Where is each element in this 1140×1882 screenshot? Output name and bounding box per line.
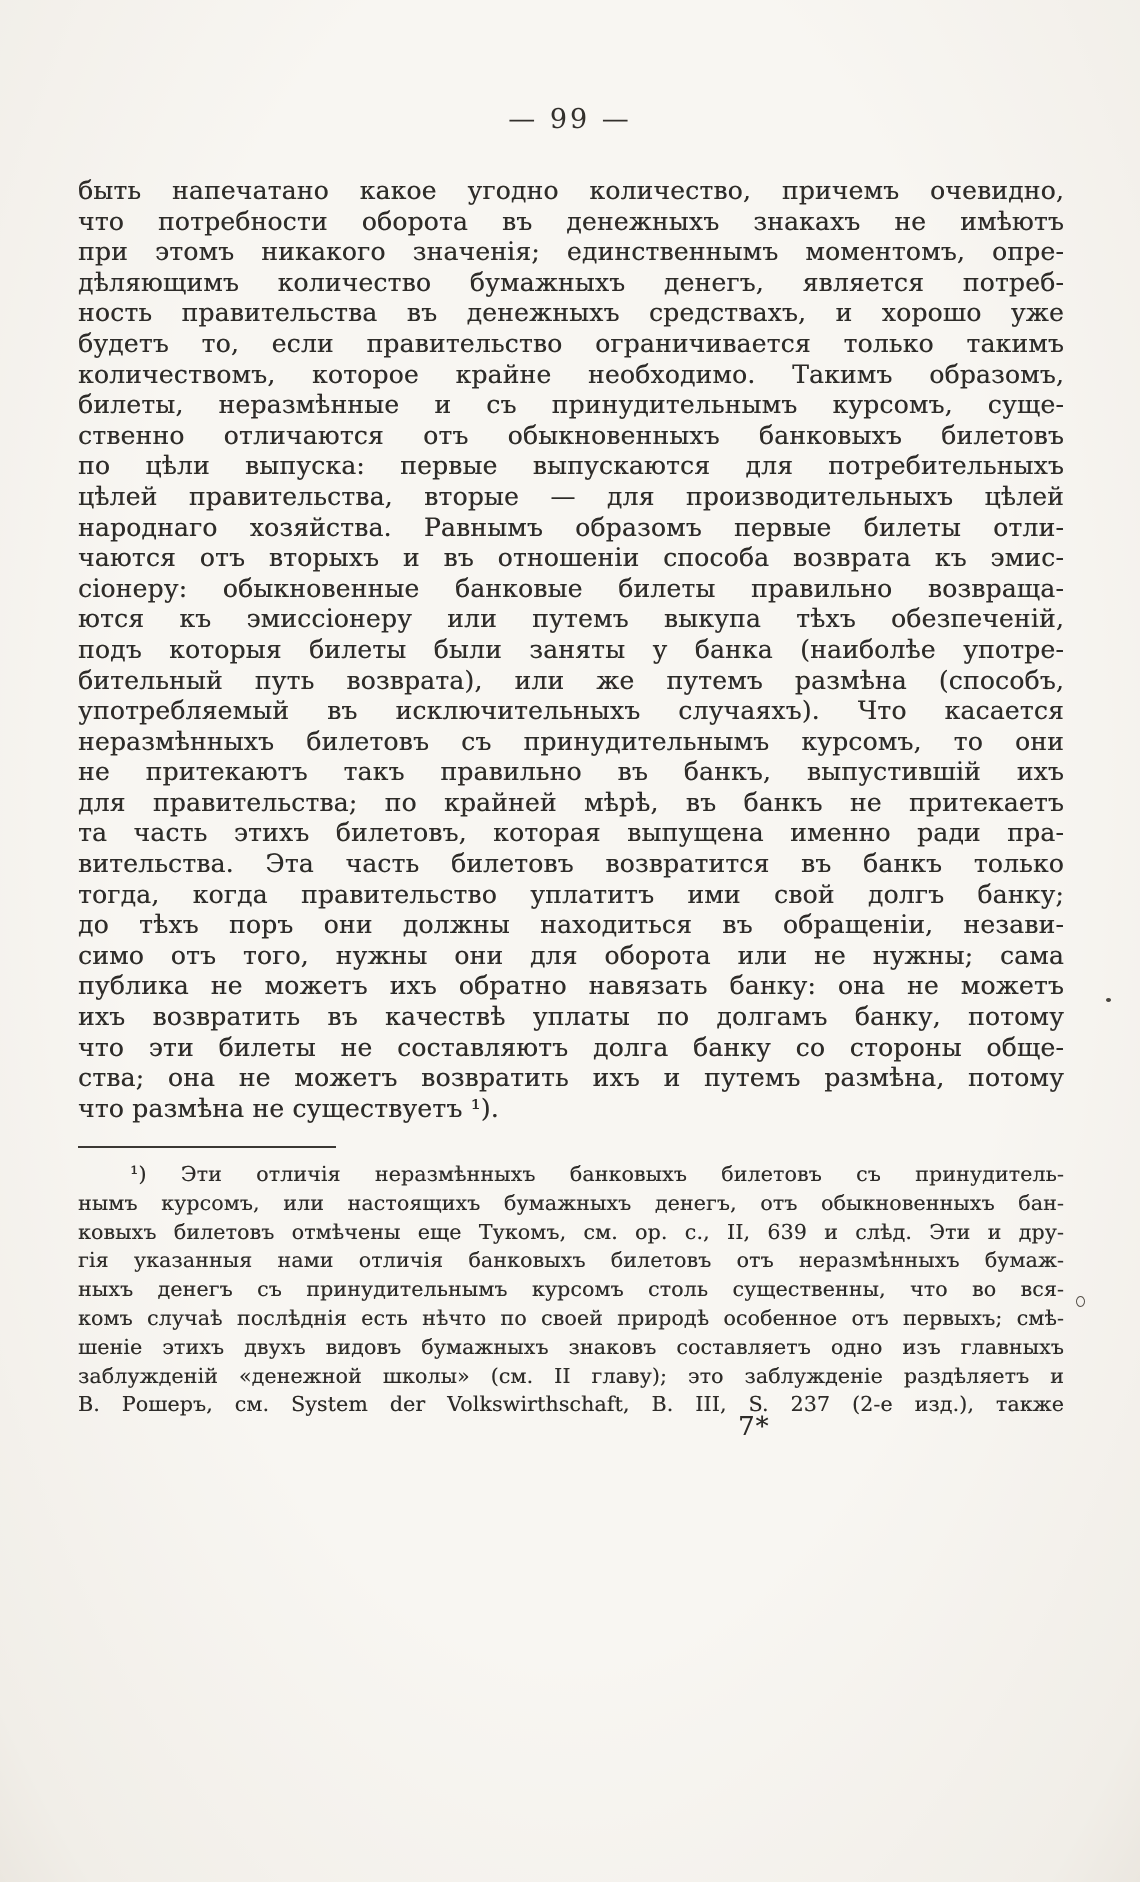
- body-text: [78, 176, 1064, 1124]
- body-line: тогда, когда правительство уплатитъ ими свой долгъ банку;: [78, 879, 1064, 909]
- body-line: ихъ возвратить въ качествѣ уплаты по долгамъ банку, потому: [78, 1002, 1064, 1032]
- body-line: не притекаютъ такъ правильно въ банкъ, выпустившій ихъ: [78, 757, 1064, 787]
- body-line: ются къ эмиссіонеру или путемъ выкупа тѣхъ обезпеченій,: [78, 604, 1064, 634]
- scan-artifact: [1106, 998, 1111, 1002]
- body-line: сіонеру: обыкновенные банковые билеты правильно возвраща-: [78, 573, 1064, 603]
- body-line: билеты, неразмѣнные и съ принудительнымъ курсомъ, суще-: [78, 390, 1064, 420]
- body-line: до тѣхъ поръ они должны находиться въ обращеніи, незави-: [78, 910, 1064, 940]
- body-line: быть напечатано какое угодно количество, причемъ очевидно,: [78, 176, 1064, 205]
- footnote-line: ковыхъ билетовъ отмѣчены еще Тукомъ, см. op. c., II, 639 и слѣд. Эти и дру-: [78, 1219, 1064, 1244]
- body-line: для правительства; по крайней мѣрѣ, въ банкъ не притекаетъ: [78, 787, 1064, 817]
- body-line: что эти билеты не составляютъ долга банку со стороны обще-: [78, 1032, 1064, 1062]
- footnote-line: ¹) Эти отличія неразмѣнныхъ банковыхъ билетовъ съ принудитель-: [130, 1162, 1064, 1186]
- body-line: публика не можетъ ихъ обратно навязать банку: она не можетъ: [78, 971, 1064, 1001]
- footnote-line: В. Рошеръ, см. System der Volkswirthschaft, B. III, S. 237 (2-е изд.), также: [78, 1392, 1064, 1417]
- body-line: употребляемый въ исключительныхъ случаяхъ). Что касается: [78, 696, 1064, 726]
- footnote-line: нымъ курсомъ, или настоящихъ бумажныхъ денегъ, отъ обыкновенныхъ бан-: [78, 1190, 1064, 1215]
- body-line: ственно отличаются отъ обыкновенныхъ банковыхъ билетовъ: [78, 420, 1064, 450]
- page-number: — 99 —: [508, 104, 632, 135]
- body-line: цѣлей правительства, вторые — для производительныхъ цѣлей: [78, 481, 1064, 511]
- footnote-line: комъ случаѣ послѣднія есть нѣчто по своей природѣ особенное отъ первыхъ; смѣ-: [78, 1305, 1064, 1330]
- signature-mark: 7*: [738, 1412, 770, 1442]
- body-line: подъ которыя билеты были заняты у банка (наиболѣе употре-: [78, 634, 1064, 664]
- body-line: вительства. Эта часть билетовъ возвратится въ банкъ только: [78, 849, 1064, 879]
- footnote-line: шеніе этихъ двухъ видовъ бумажныхъ знаковъ составляетъ одно изъ главныхъ: [78, 1334, 1064, 1359]
- scan-artifact: [1076, 1296, 1085, 1307]
- body-line: бительный путь возврата), или же путемъ размѣна (способъ,: [78, 665, 1064, 695]
- body-line: что размѣна не существуетъ ¹).: [78, 1093, 499, 1123]
- footnote-line: заблужденій «денежной школы» (см. II главу); это заблужденіе раздѣляетъ и: [78, 1363, 1064, 1388]
- body-line: количествомъ, которое крайне необходимо. Такимъ образомъ,: [78, 359, 1064, 389]
- footnote-separator: [78, 1146, 336, 1148]
- body-line: ность правительства въ денежныхъ средствахъ, и хорошо уже: [78, 298, 1064, 328]
- body-line: симо отъ того, нужны они для оборота или не нужны; сама: [78, 940, 1064, 970]
- footnote-line: гія указанныя нами отличія банковыхъ билетовъ отъ неразмѣнныхъ бумаж-: [78, 1248, 1064, 1273]
- body-line: неразмѣнныхъ билетовъ съ принудительнымъ курсомъ, то они: [78, 726, 1064, 756]
- footnote: [78, 1160, 1064, 1419]
- body-line: ства; она не можетъ возвратить ихъ и путемъ размѣна, потому: [78, 1063, 1064, 1093]
- body-line: по цѣли выпуска: первые выпускаются для потребительныхъ: [78, 451, 1064, 481]
- body-line: народнаго хозяйства. Равнымъ образомъ первые билеты отли-: [78, 512, 1064, 542]
- footnote-line: ныхъ денегъ съ принудительнымъ курсомъ столь существенны, что во вся-: [78, 1277, 1064, 1302]
- body-line: чаются отъ вторыхъ и въ отношеніи способа возврата къ эмис-: [78, 543, 1064, 573]
- body-line: будетъ то, если правительство ограничивается только такимъ: [78, 328, 1064, 358]
- body-line: что потребности оборота въ денежныхъ знакахъ не имѣютъ: [78, 206, 1064, 236]
- body-line: дѣляющимъ количество бумажныхъ денегъ, является потреб-: [78, 267, 1064, 297]
- body-line: та часть этихъ билетовъ, которая выпущена именно ради пра-: [78, 818, 1064, 848]
- body-line: при этомъ никакого значенія; единственнымъ моментомъ, опре-: [78, 237, 1064, 267]
